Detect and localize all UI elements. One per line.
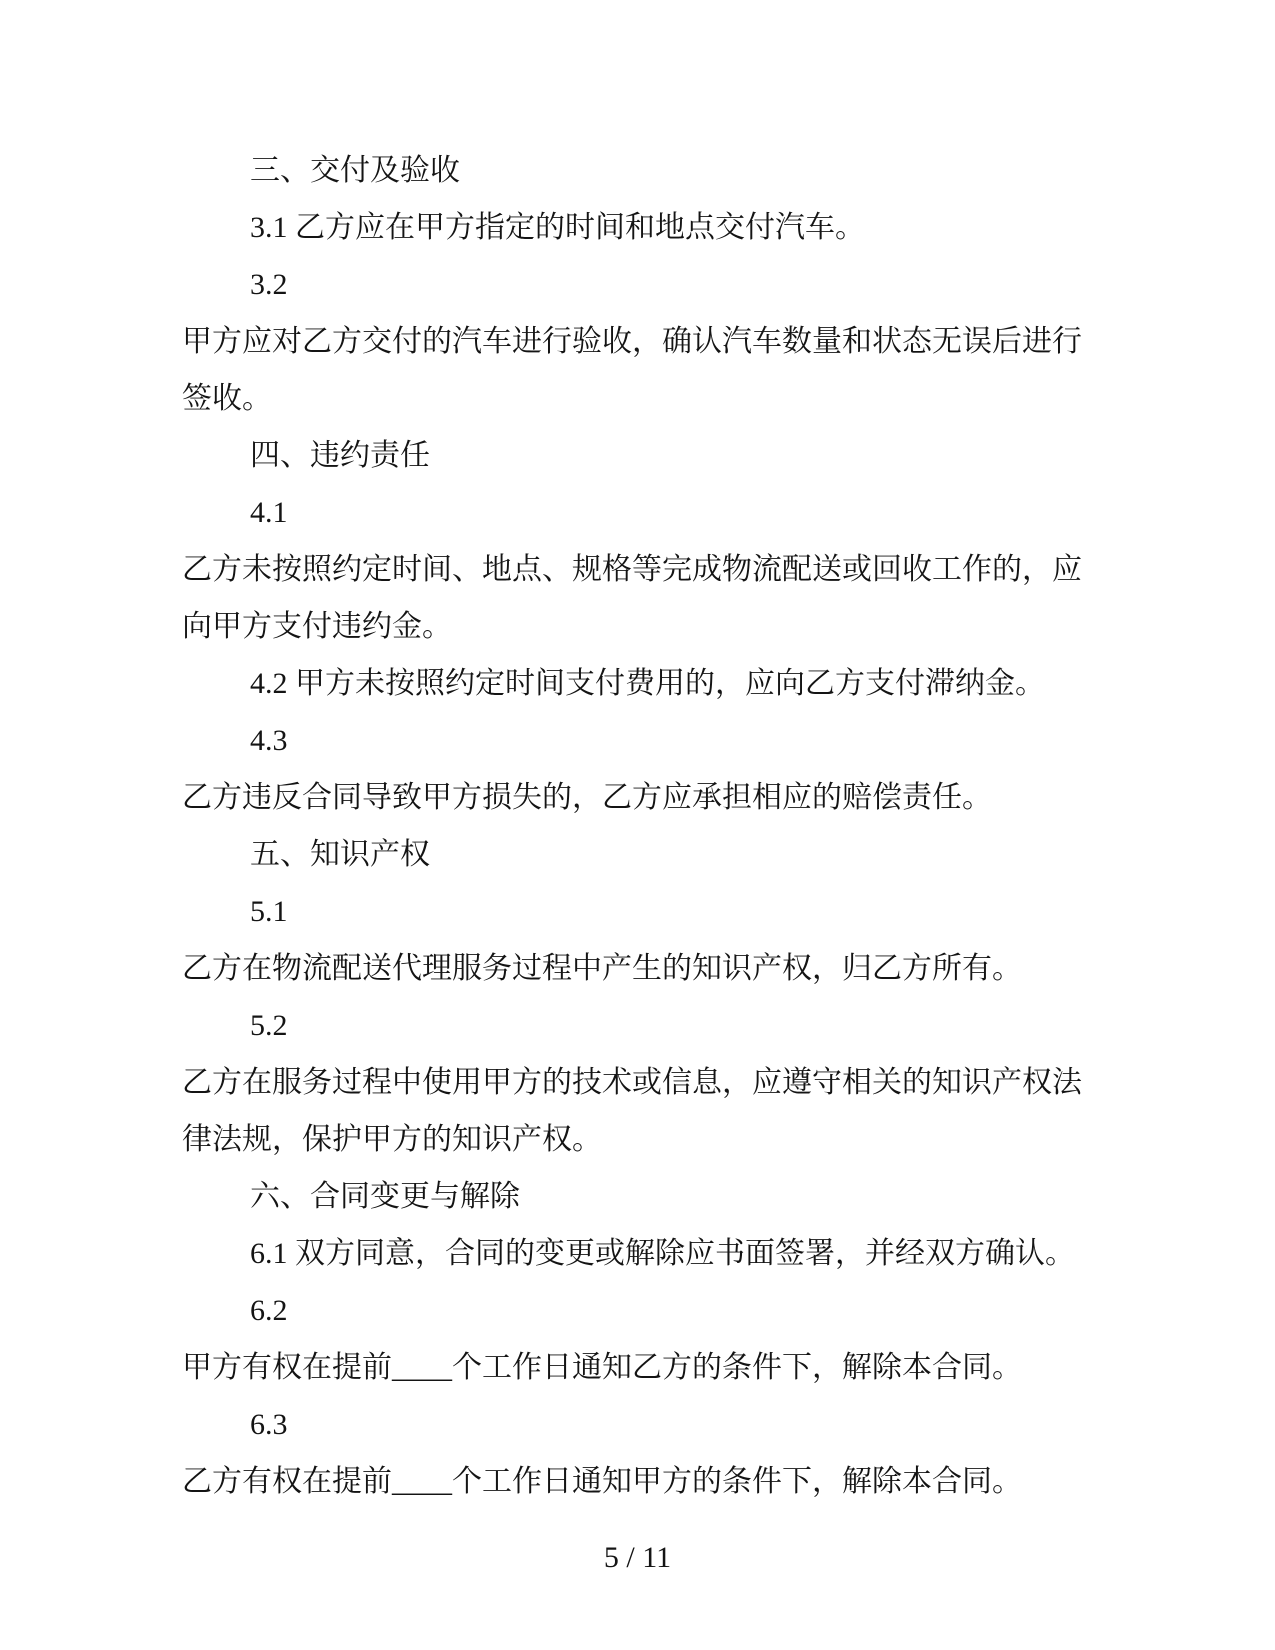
text-line: 乙方违反合同导致甲方损失的，乙方应承担相应的赔偿责任。	[182, 781, 992, 814]
text-line: 向甲方支付违约金。	[182, 610, 452, 643]
text-line: 4.2 甲方未按照约定时间支付费用的，应向乙方支付滞纳金。	[250, 667, 1045, 700]
text-line: 3.1 乙方应在甲方指定的时间和地点交付汽车。	[250, 211, 865, 244]
text-line: 4.1	[250, 496, 288, 529]
text-line: 甲方有权在提前____个工作日通知乙方的条件下，解除本合同。	[182, 1351, 1022, 1384]
text-line: 乙方有权在提前____个工作日通知甲方的条件下，解除本合同。	[182, 1465, 1022, 1498]
text-line: 签收。	[182, 382, 272, 415]
text-line: 乙方在服务过程中使用甲方的技术或信息，应遵守相关的知识产权法	[182, 1066, 1082, 1099]
text-line: 乙方在物流配送代理服务过程中产生的知识产权，归乙方所有。	[182, 952, 1022, 985]
text-line: 甲方应对乙方交付的汽车进行验收，确认汽车数量和状态无误后进行	[182, 325, 1082, 358]
document-body	[182, 142, 1092, 1510]
text-line: 律法规，保护甲方的知识产权。	[182, 1123, 602, 1156]
text-line: 五、知识产权	[250, 838, 430, 871]
text-line: 6.1 双方同意，合同的变更或解除应书面签署，并经双方确认。	[250, 1237, 1075, 1270]
text-line: 6.3	[250, 1408, 288, 1441]
text-line: 四、违约责任	[250, 439, 430, 472]
text-line: 5.2	[250, 1009, 288, 1042]
page-number: 5 / 11	[603, 1541, 672, 1574]
text-line: 乙方未按照约定时间、地点、规格等完成物流配送或回收工作的，应	[182, 553, 1082, 586]
text-line: 3.2	[250, 268, 288, 301]
text-line: 三、交付及验收	[250, 154, 460, 187]
text-line: 5.1	[250, 895, 288, 928]
text-line: 六、合同变更与解除	[250, 1180, 520, 1213]
text-line: 4.3	[250, 724, 288, 757]
text-line: 6.2	[250, 1294, 288, 1327]
